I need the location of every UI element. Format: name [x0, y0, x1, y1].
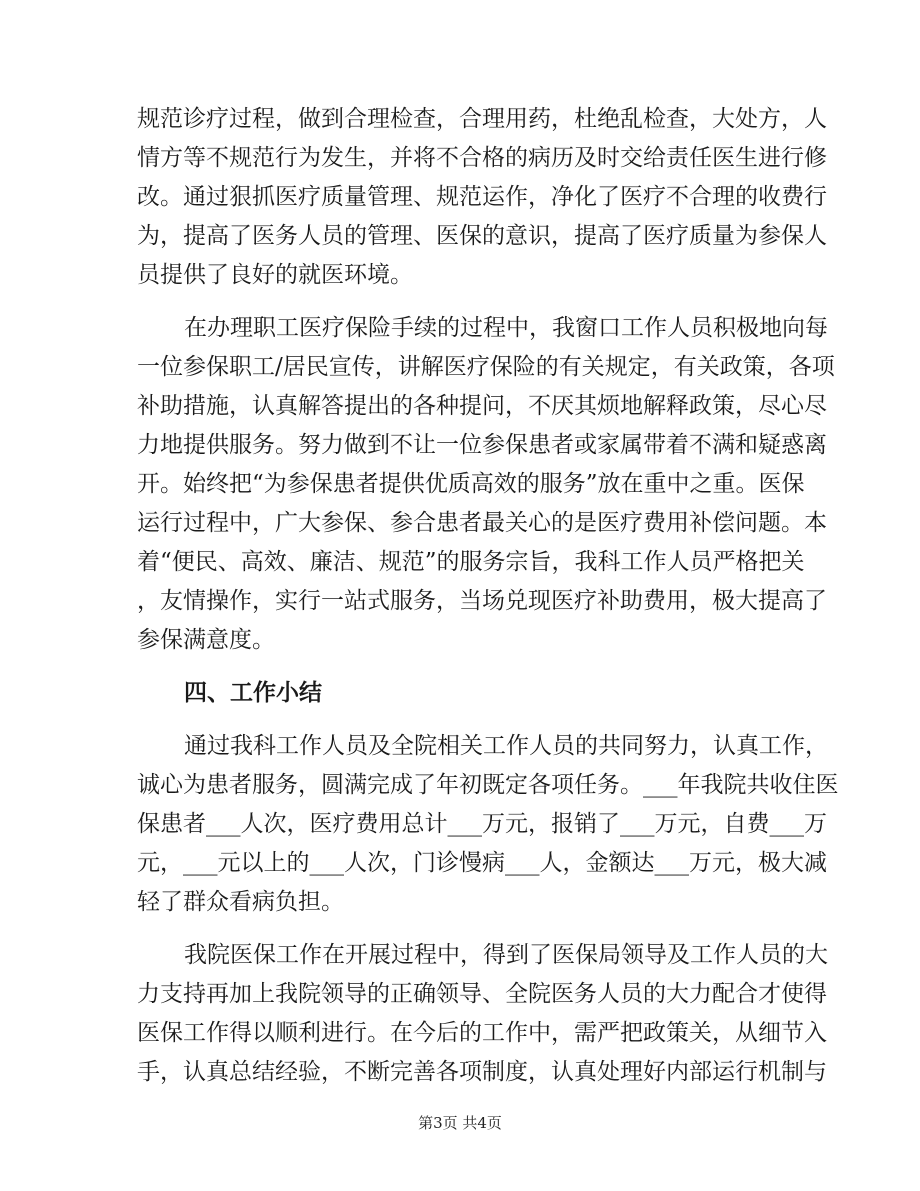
- text-line: 开。始终把“为参保患者提供优质高效的服务”放在重中之重。医保: [137, 471, 805, 497]
- page-indicator: 第3页 共4页: [418, 1114, 502, 1132]
- text-line: 医保工作得以顺利进行。在今后的工作中，需严把政策关，从细节入: [137, 1020, 827, 1046]
- text-line: 元，___元以上的___人次，门诊慢病___人，金额达___万元，极大减: [137, 850, 827, 876]
- text-line: 手，认真总结经验，不断完善各项制度，认真处理好内部运行机制与: [137, 1059, 827, 1085]
- text-line: 通过我科工作人员及全院相关工作人员的共同努力，认真工作，: [184, 733, 828, 759]
- text-line: 参保满意度。: [137, 627, 275, 653]
- text-line: 规范诊疗过程，做到合理检查，合理用药，杜绝乱检查，大处方，人: [137, 106, 827, 132]
- text-line: ，友情操作，实行一站式服务，当场兑现医疗补助费用，极大提高了: [137, 588, 827, 614]
- section-heading: 四、工作小结: [184, 679, 322, 706]
- text-line: 保患者___人次，医疗费用总计___万元，报销了___万元，自费___万: [137, 811, 827, 837]
- text-line: 情方等不规范行为发生，并将不合格的病历及时交给责任医生进行修: [137, 145, 827, 171]
- text-line: 补助措施，认真解答提出的各种提问，不厌其烦地解释政策，尽心尽: [137, 393, 827, 419]
- text-line: 为，提高了医务人员的管理、医保的意识，提高了医疗质量为参保人: [137, 223, 827, 249]
- text-line: 一位参保职工/居民宣传，讲解医疗保险的有关规定，有关政策，各项: [137, 354, 835, 380]
- text-line: 员提供了良好的就医环境。: [137, 262, 413, 288]
- text-line: 运行过程中，广大参保、参合患者最关心的是医疗费用补偿问题。本: [137, 510, 827, 536]
- text-line: 改。通过狠抓医疗质量管理、规范运作，净化了医疗不合理的收费行: [137, 184, 827, 210]
- text-line: 在办理职工医疗保险手续的过程中，我窗口工作人员积极地向每: [184, 315, 828, 341]
- text-line: 力支持再加上我院领导的正确领导、全院医务人员的大力配合才使得: [137, 981, 827, 1007]
- text-line: 着“便民、高效、廉洁、规范”的服务宗旨，我科工作人员严格把关: [137, 549, 805, 575]
- text-line: 诚心为患者服务，圆满完成了年初既定各项任务。___年我院共收住医: [137, 772, 839, 798]
- text-line: 我院医保工作在开展过程中，得到了医保局领导及工作人员的大: [184, 942, 828, 968]
- text-line: 力地提供服务。努力做到不让一位参保患者或家属带着不满和疑惑离: [137, 432, 827, 458]
- text-line: 轻了群众看病负担。: [137, 889, 344, 915]
